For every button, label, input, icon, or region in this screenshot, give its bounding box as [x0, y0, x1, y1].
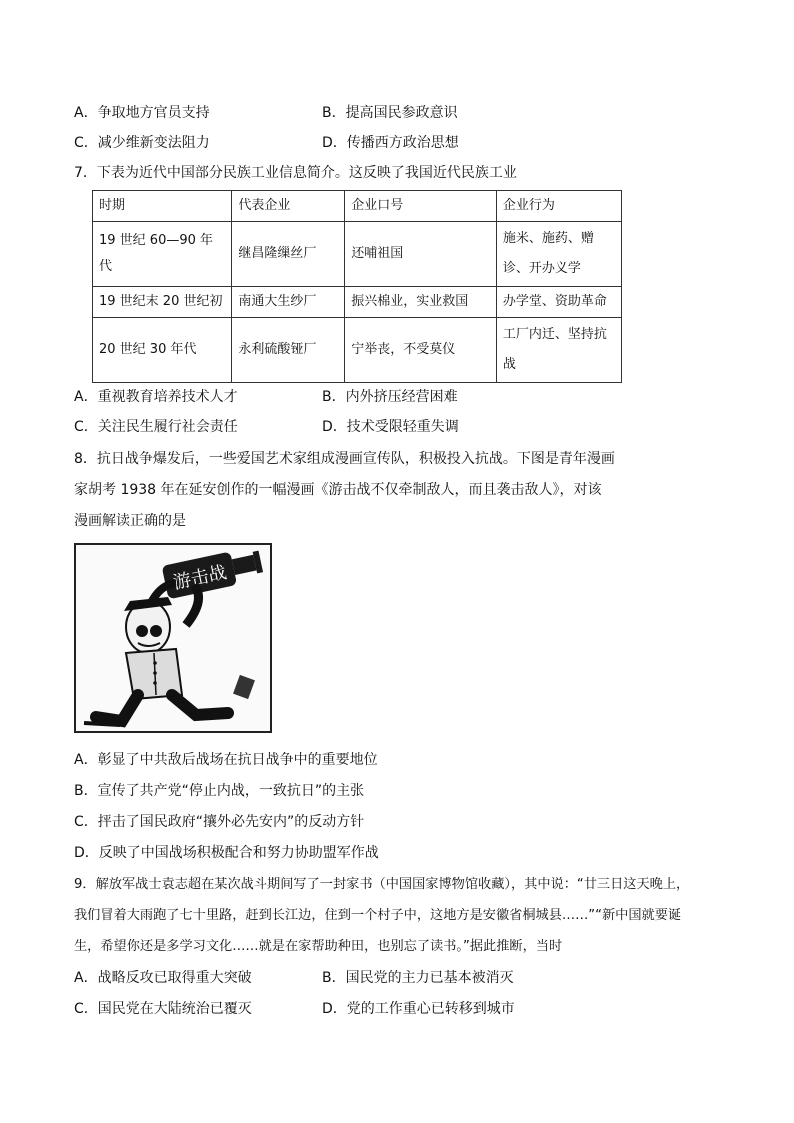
table-cell: 19 世纪末 20 世纪初 [93, 287, 232, 318]
table-cell: 还哺祖国 [345, 222, 497, 287]
option-letter: C． [74, 1001, 98, 1017]
option-text: 关注民生履行社会责任 [97, 419, 238, 435]
q8-option-a [74, 751, 378, 769]
table-cell: 19 世纪 60—90 年代 [93, 222, 232, 287]
q9-option-b [322, 969, 514, 987]
q7-stem: 7．下表为近代中国部分民族工业信息简介。这反映了我国近代民族工业 [74, 165, 517, 181]
table-header-cell: 企业口号 [345, 191, 497, 222]
q9-stem-line-1: 9．解放军战士袁志超在某次战斗期间写了一封家书（中国国家博物馆收藏），其中说：“廿三日这天晚上， [74, 877, 690, 892]
option-text: 内外挤压经营困难 [345, 389, 458, 405]
option-text: 战略反攻已取得重大突破 [97, 970, 252, 986]
q9-option-d [322, 1000, 515, 1018]
table-cell: 施米、施药、赠诊、开办义学 [496, 222, 621, 287]
option-letter: B． [74, 783, 98, 799]
option-letter: C． [74, 135, 98, 151]
option-letter: C． [74, 814, 98, 830]
option-text: 抨击了国民政府“攘外必先安内”的反动方针 [97, 814, 365, 830]
q6-option-c [74, 134, 210, 152]
option-letter: C． [74, 419, 98, 435]
q8-stem-line-2: 家胡考 1938 年在延安创作的一幅漫画《游击战不仅牵制敌人，而且袭击敌人》，对该 [74, 482, 602, 498]
option-letter: B． [322, 105, 346, 121]
q7-option-b [322, 388, 458, 406]
table-header-cell: 企业行为 [496, 191, 621, 222]
table-header-cell: 时期 [93, 191, 232, 222]
q7-option-a [74, 388, 238, 406]
option-text: 重视教育培养技术人才 [97, 389, 238, 405]
table-cell: 20 世纪 30 年代 [93, 318, 232, 383]
industry-table [92, 190, 622, 383]
guerrilla-cartoon [74, 543, 272, 733]
table-row [93, 287, 622, 318]
bottle-label: 游击战 [171, 561, 229, 594]
q8-stem-line-3: 漫画解读正确的是 [74, 513, 186, 529]
option-letter: D． [74, 845, 99, 861]
table-cell: 办学堂、资助革命 [496, 287, 621, 318]
option-text: 宣传了共产党“停止内战，一致抗日”的主张 [97, 783, 365, 799]
option-letter: D． [322, 135, 347, 151]
q8-option-d [74, 844, 379, 862]
q8-stem-line-1: 8．抗日战争爆发后，一些爱国艺术家组成漫画宣传队，积极投入抗战。下图是青年漫画 [74, 451, 615, 467]
table-row [93, 222, 622, 287]
q8-option-c [74, 813, 364, 831]
option-text: 技术受限轻重失调 [346, 419, 459, 435]
option-text: 减少维新变法阻力 [97, 135, 210, 151]
table-cell: 永利硫酸铔厂 [232, 318, 345, 383]
q6-option-d [322, 134, 459, 152]
table-cell: 南通大生纱厂 [232, 287, 345, 318]
q6-option-a [74, 104, 210, 122]
q9-option-a [74, 969, 252, 987]
q7-option-c [74, 418, 238, 436]
table-cell: 继昌隆缫丝厂 [232, 222, 345, 287]
q7-option-d [322, 418, 459, 436]
option-letter: D． [322, 1001, 347, 1017]
table-cell: 工厂内迁、坚持抗战 [496, 318, 621, 383]
option-letter: A． [74, 105, 98, 121]
q9-stem-line-3: 生，希望你还是多学习文化……就是在家帮助种田，也别忘了读书。”据此推断，当时 [74, 939, 563, 954]
option-letter: A． [74, 970, 98, 986]
option-text: 提高国民参政意识 [345, 105, 458, 121]
q9-stem-line-2: 我们冒着大雨跑了七十里路，赶到长江边，住到一个村子中，这地方是安徽省桐城县……”“新中国就要诞 [74, 908, 682, 923]
option-text: 争取地方官员支持 [97, 105, 210, 121]
option-letter: B． [322, 970, 346, 986]
option-text: 彰显了中共敌后战场在抗日战争中的重要地位 [97, 752, 378, 768]
option-letter: A． [74, 752, 98, 768]
table-header-row [93, 191, 622, 222]
option-letter: D． [322, 419, 347, 435]
table-cell: 宁举丧，不受莫仪 [345, 318, 497, 383]
q8-option-b [74, 782, 364, 800]
cartoon-illustration [76, 545, 270, 731]
option-letter: B． [322, 389, 346, 405]
option-text: 反映了中国战场积极配合和努力协助盟军作战 [98, 845, 379, 861]
table-header-cell: 代表企业 [232, 191, 345, 222]
option-text: 国民党的主力已基本被消灭 [345, 970, 514, 986]
option-text: 党的工作重心已转移到城市 [346, 1001, 515, 1017]
q6-option-b [322, 104, 458, 122]
q9-option-c [74, 1000, 252, 1018]
option-letter: A． [74, 389, 98, 405]
table-cell: 振兴棉业，实业救国 [345, 287, 497, 318]
table-row [93, 318, 622, 383]
option-text: 国民党在大陆统治已覆灭 [97, 1001, 252, 1017]
option-text: 传播西方政治思想 [346, 135, 459, 151]
